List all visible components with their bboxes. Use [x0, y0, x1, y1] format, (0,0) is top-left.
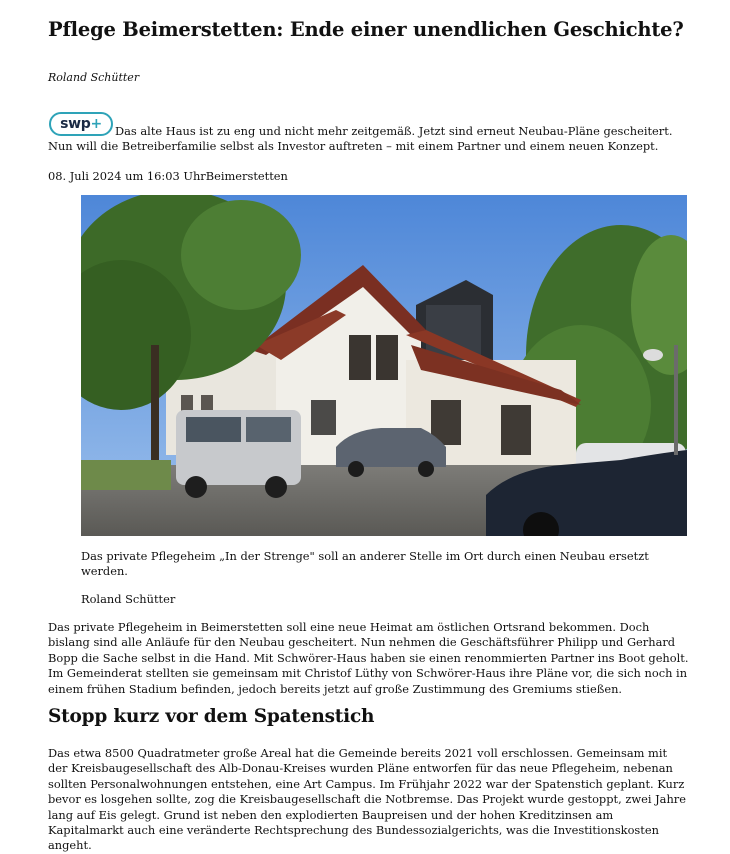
- section-heading: Stopp kurz vor dem Spatenstich: [48, 706, 375, 727]
- article-photo: [81, 195, 687, 536]
- article-lead: Das alte Haus ist zu eng und nicht mehr zeitgemäß. Jetzt sind erneut Neubau-Pläne gescheitert. Nun will die Betreiberfamilie selbst als Investor auftreten – mit einem Partner und einem neuen Konzept.: [48, 124, 673, 153]
- image-credit: Roland Schütter: [81, 592, 176, 606]
- logo-plus: +: [90, 116, 102, 132]
- author-byline: Roland Schütter: [48, 71, 140, 84]
- body-paragraph-1: Das private Pflegeheim in Beimerstetten soll eine neue Heimat am östlichen Ortsrand bekommen. Doch bislang sind alle Anläufe für den Neubau gescheitert. Nun nehmen die Geschäftsführer Philipp und Gerhard Bopp die Sache selbst in die Hand. Mit Schwörer-Haus haben sie einen renommierten Partner ins Boot geholt. Im Gemeinderat stellten sie gemeinsam mit Christof Lüthy von Schwörer-Haus ihre Pläne vor, die sich noch in einem frühen Stadium befinden, jedoch bereits jetzt auf große Zustimmung des Gremiums stießen.: [48, 620, 689, 696]
- swp-plus-logo[interactable]: [49, 112, 113, 136]
- dateline: 08. Juli 2024 um 16:03 UhrBeimerstetten: [48, 169, 288, 183]
- logo-text: swp: [60, 116, 91, 132]
- body-paragraph-2: Das etwa 8500 Quadratmeter große Areal hat die Gemeinde bereits 2021 voll erschlossen. Gemeinsam mit der Kreisbaugesellschaft des Alb-Donau-Kreises wurden Pläne entworfen für das neue Pflegeheim, nebenan sollten Personalwohnungen entstehen, eine Art Campus. Im Frühjahr 2022 war der Spatenstich geplant. Kurz bevor es losgehen sollte, zog die Kreisbaugesellschaft die Notbremse. Das Projekt wurde gestoppt, zwei Jahre lang auf Eis gelegt. Grund ist neben den explodierten Baupreisen und der hohen Kreditzinsen am Kapitalmarkt auch eine veränderte Rechtsprechung des Bundessozialgerichts, was die Investitionskosten angeht.: [48, 746, 686, 853]
- article-title: Pflege Beimerstetten: Ende einer unendlichen Geschichte?: [48, 18, 684, 41]
- image-caption: Das private Pflegeheim „In der Strenge" soll an anderer Stelle im Ort durch einen Neubau ersetzt werden.: [81, 549, 649, 578]
